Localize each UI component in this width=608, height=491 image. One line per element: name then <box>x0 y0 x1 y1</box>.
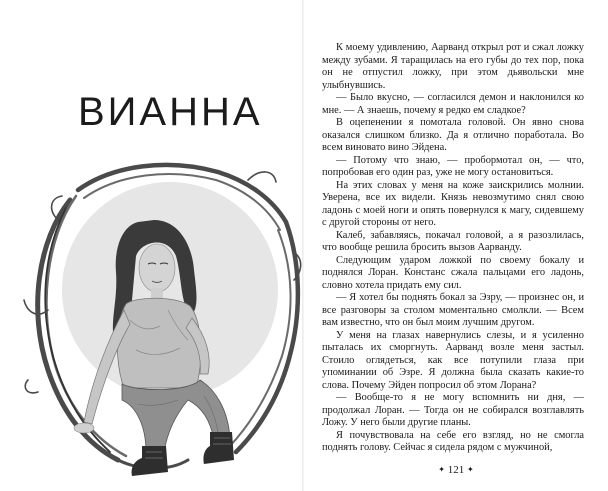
paragraph: — Вообще-то я не могу вспомнить ни дня, — продолжал Лоран. — Тогда он не собирался возглавлять Ложу. У него были другие планы. <box>322 392 584 428</box>
star-ornament-icon: ✦ <box>438 465 445 474</box>
left-boot <box>132 446 168 476</box>
paragraph: В оцепенении я помотала головой. Он явно снова оказался слишком близко. Да я отлично поработала. Во всем виновато вино Эйдена. <box>322 117 584 153</box>
paragraph: — Я хотел бы поднять бокал за Эзру, — произнес он, и все разговоры за столом моментально смолкли. — Всем вам известно, что он был моим лучшим другом. <box>322 292 584 328</box>
paragraph: Я почувствовала на себе его взгляд, но не смогла поднять голову. Сейчас я сидела рядом с мужчиной, <box>322 429 584 453</box>
paragraph: К моему удивлению, Аарванд открыл рот и сжал ложку между зубами. Я таращилась на его губы до тех пор, пока он не отпустил ложку, при этом дьявольски мне улыбнувшись. <box>322 42 584 91</box>
chapter-illustration <box>18 160 303 482</box>
paragraph: — Было вкусно, — согласился демон и наклонился ко мне. — А знаешь, почему я редко ем сладкое? <box>322 92 584 116</box>
paragraph: На этих словах у меня на коже заискрились молнии. Уверена, все их видели. Князь невозмутимо снял свою ладонь с моей ноги и опять повернулся к магу, сидевшему с другой стороны от него. <box>322 179 584 228</box>
left-page <box>0 0 303 491</box>
star-ornament-icon: ✦ <box>467 465 474 474</box>
paragraph: — Потому что знаю, — пробормотал он, — что, попробовав его один раз, уже не могу остановиться. <box>322 154 584 178</box>
blouse <box>117 298 200 388</box>
body-text <box>322 42 584 455</box>
page-number-folio <box>304 464 608 476</box>
page-number: 121 <box>447 464 465 476</box>
face <box>139 244 175 292</box>
right-boot <box>203 432 234 464</box>
paragraph: У меня на глазах навернулись слезы, и я усиленно пыталась их сморгнуть. Аарванд возле меня застыл. Стоило оглядеться, как все потупили глаза при упоминании об Эзре. Я должна была сказать какие-то слова. Почему Эйден попросил об этом Лорана? <box>322 329 584 391</box>
chapter-title: ВИАННА <box>78 90 263 134</box>
paragraph: Калеб, забавляясь, покачал головой, а я разозлилась, что вообще решила бросить вызов Аарванду. <box>322 229 584 253</box>
paragraph: Следующим ударом ложкой по своему бокалу и поднялся Лоран. Констанс сжала пальцами его ладонь, словно хотела придать ему сил. <box>322 254 584 291</box>
